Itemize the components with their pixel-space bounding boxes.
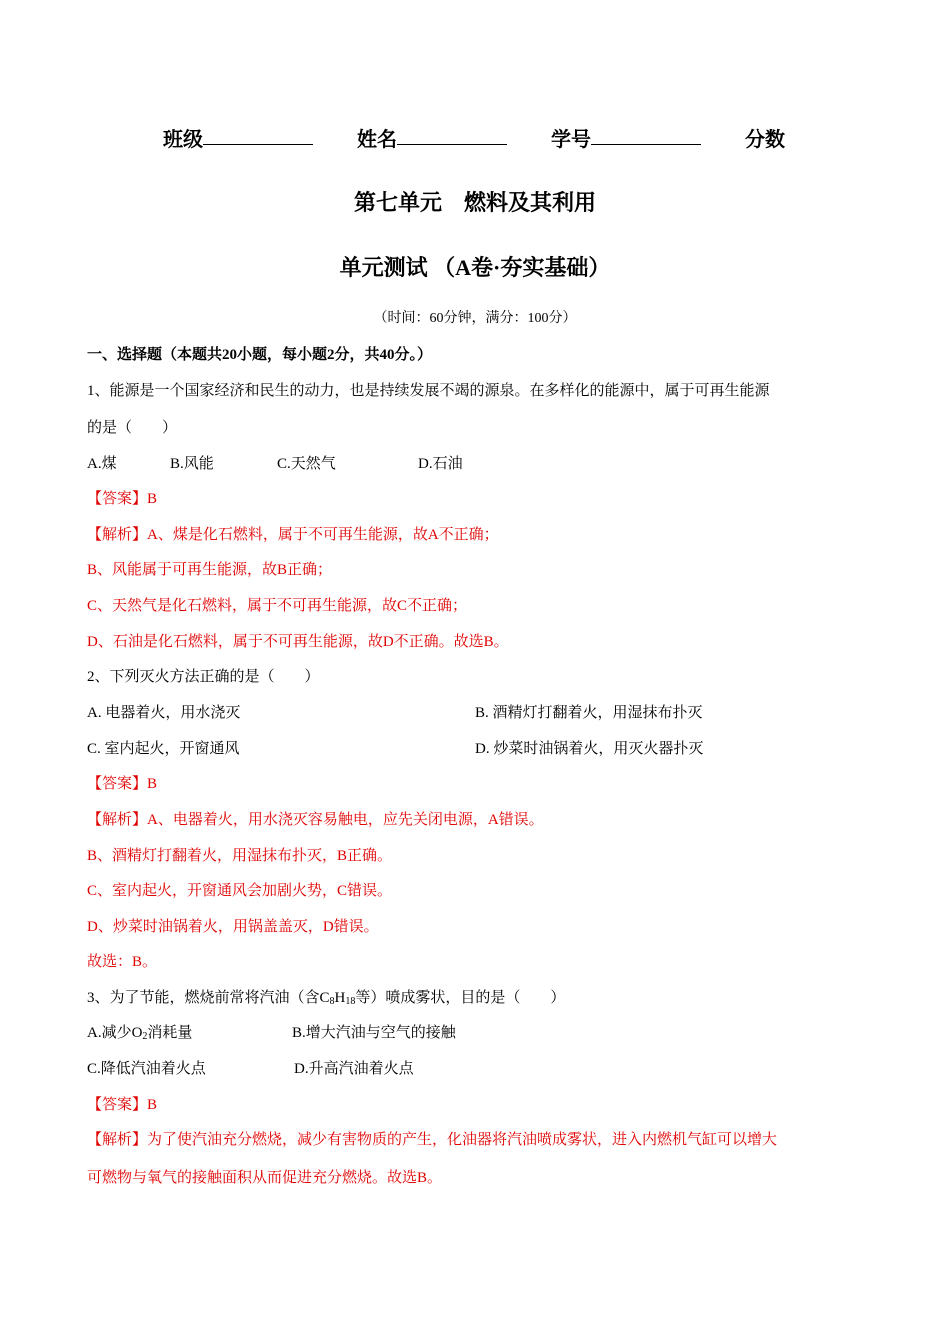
q1-analysis: 【解析】A、煤是化石燃料，属于不可再生能源，故A不正确； xyxy=(87,527,499,543)
q3-stem xyxy=(87,988,565,1008)
name-label: 姓名 xyxy=(357,129,397,151)
subscript: 2 xyxy=(142,1031,148,1042)
id-blank xyxy=(591,126,701,145)
q3-option-d: D.升高汽油着火点 xyxy=(294,1061,414,1077)
q1-stem: 1、能源是一个国家经济和民生的动力，也是持续发展不竭的源泉。在多样化的能源中，属于可再生能源 xyxy=(87,383,770,399)
q1-option-d: D.石油 xyxy=(418,456,463,472)
q2-stem: 2、下列灭火方法正确的是（ ） xyxy=(87,669,320,685)
q1-analysis: D、石油是化石燃料，属于不可再生能源，故D不正确。故选B。 xyxy=(87,634,509,650)
q3-analysis: 【解析】为了使汽油充分燃烧，减少有害物质的产生，化油器将汽油喷成雾状，进入内燃机气缸可以增大 xyxy=(87,1132,778,1148)
exam-meta: （时间：60分钟，满分：100分） xyxy=(373,311,577,326)
q2-analysis: 【解析】A、电器着火，用水浇灭容易触电，应先关闭电源，A错误。 xyxy=(87,812,544,828)
q3-option-a-part: A.减少O xyxy=(87,1025,143,1041)
q3-stem-part: H xyxy=(334,990,346,1006)
q3-option-b: B.增大汽油与空气的接触 xyxy=(292,1025,456,1041)
subscript: 18 xyxy=(345,996,356,1007)
subscript: 8 xyxy=(329,996,335,1007)
q2-option-c: C. 室内起火，开窗通风 xyxy=(87,741,240,757)
q1-stem-cont: 的是（ ） xyxy=(87,420,178,436)
q1-option-a: A.煤 xyxy=(87,456,117,472)
q2-analysis: D、炒菜时油锅着火，用锅盖盖灭，D错误。 xyxy=(87,919,379,935)
q3-option-a-part: 消耗量 xyxy=(147,1025,193,1041)
q3-analysis: 可燃物与氧气的接触面积从而促进充分燃烧。故选B。 xyxy=(87,1170,443,1186)
q3-answer: 【答案】B xyxy=(87,1097,158,1113)
name-blank xyxy=(397,126,507,145)
q1-analysis: B、风能属于可再生能源，故B正确； xyxy=(87,562,333,578)
class-blank xyxy=(203,126,313,145)
section-heading: 一、选择题（本题共20小题，每小题2分，共40分。） xyxy=(87,347,433,363)
q2-option-a: A. 电器着火，用水浇灭 xyxy=(87,705,241,721)
id-label: 学号 xyxy=(551,129,591,151)
q2-option-d: D. 炒菜时油锅着火，用灭火器扑灭 xyxy=(475,741,704,757)
page-subtitle: 单元测试 （A卷·夯实基础） xyxy=(339,255,611,280)
q3-stem-part: 3、为了节能，燃烧前常将汽油（含C xyxy=(87,990,330,1006)
q2-answer: 【答案】B xyxy=(87,776,158,792)
q2-analysis: 故选：B。 xyxy=(87,954,158,970)
score-label: 分数 xyxy=(745,129,785,151)
header-fields xyxy=(163,126,785,154)
q2-analysis: B、酒精灯打翻着火，用湿抹布扑灭，B正确。 xyxy=(87,848,393,864)
q3-option-c: C.降低汽油着火点 xyxy=(87,1061,206,1077)
q1-analysis: C、天然气是化石燃料，属于不可再生能源，故C不正确； xyxy=(87,598,468,614)
q2-analysis: C、室内起火，开窗通风会加剧火势，C错误。 xyxy=(87,883,393,899)
q3-option-a xyxy=(87,1023,192,1043)
q1-option-b: B.风能 xyxy=(170,456,214,472)
page-title: 第七单元 燃料及其利用 xyxy=(353,190,596,215)
class-label: 班级 xyxy=(163,129,203,151)
q1-answer: 【答案】B xyxy=(87,491,158,507)
q2-option-b: B. 酒精灯打翻着火，用湿抹布扑灭 xyxy=(475,705,703,721)
q3-stem-part: 等）喷成雾状，目的是（ ） xyxy=(355,990,566,1006)
q1-option-c: C.天然气 xyxy=(277,456,336,472)
